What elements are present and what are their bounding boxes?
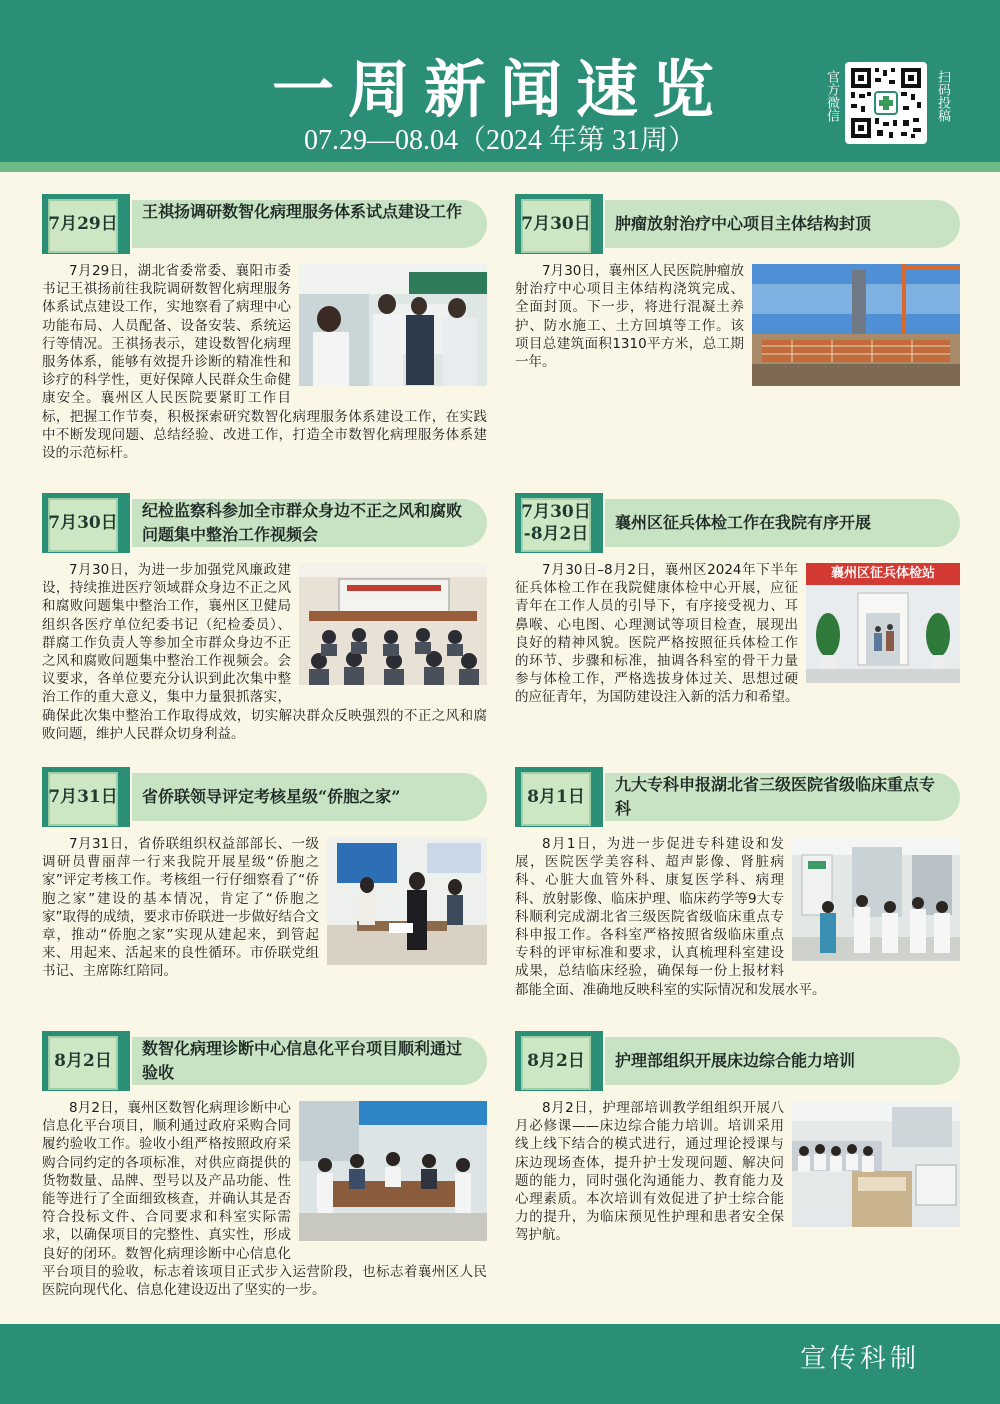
news-body: [42, 262, 487, 462]
date-badge: [515, 194, 603, 254]
news-photo: [806, 563, 960, 683]
news-item: [515, 767, 960, 999]
news-item: [42, 493, 487, 743]
news-date: 8月2日: [527, 1051, 585, 1071]
news-photo: [327, 837, 487, 965]
news-item-header: [42, 493, 487, 553]
date-badge: [42, 767, 130, 827]
news-title: 省侨联领导评定考核星级“侨胞之家”: [142, 787, 401, 806]
news-item-header: [515, 493, 960, 553]
news-body: [515, 1099, 960, 1245]
news-item: [515, 493, 960, 707]
news-item: [515, 1031, 960, 1245]
news-item-header: [515, 767, 960, 827]
qr-code-icon[interactable]: [845, 62, 927, 144]
date-badge: [42, 194, 130, 254]
qr-label-right: 扫码投稿: [935, 70, 950, 122]
news-date: 7月30日: [48, 513, 118, 533]
news-photo: [752, 264, 960, 386]
news-body-text: 8月2日，护理部培训教学组组织开展八月必修课——床边综合能力培训。培训采用线上线下结合的模式进行，通过理论授课与床边现场查体，提升护士发现问题、解决问题的能力，同时强化沟通能力、教育能力及心理素质。本次培训有效促进了护士综合能力的提升，为临床预见性护理和患者安全保驾护航。: [515, 1100, 784, 1244]
news-date: 7月31日: [48, 787, 118, 807]
news-body: [515, 835, 960, 999]
news-item-header: [42, 1031, 487, 1091]
news-photo: [299, 1101, 487, 1241]
news-body: [42, 561, 487, 743]
news-item: [42, 767, 487, 981]
news-title: 襄州区征兵体检工作在我院有序开展: [615, 513, 872, 532]
news-title: 王祺扬调研数智化病理服务体系试点建设工作: [142, 202, 463, 221]
news-item: [515, 194, 960, 390]
news-item-header: [42, 767, 487, 827]
news-body-text: 7月29日，湖北省委常委、襄阳市委书记王祺扬前往我院调研数智化病理服务体系试点建设工作，实地察看了病理中心功能布局、人员配备、设备安装、系统运行等情况。王祺扬表示，建设数智化病理服务体系，能够有效提升诊断的精准性和诊疗的科学性，更好保障人民群众生命健康安全。襄州区人民医院要紧盯工作目标，把握工作节奏，积极探索研究数智化病理服务体系建设工作，在实践中不断发现问题、总结经验、改进工作，打造全市数智化病理服务体系建设的示范标杆。: [42, 263, 487, 462]
photo-banner-text: 襄州区征兵体检站: [830, 566, 935, 581]
news-date: 8月1日: [527, 787, 585, 807]
news-item-header: [42, 194, 487, 254]
page-subtitle: 07.29—08.04（2024 年第 31周）: [303, 125, 696, 156]
date-badge: [515, 1031, 603, 1091]
footer-credit: 宣传科制: [799, 1344, 920, 1374]
news-body: [515, 262, 960, 371]
news-body: [42, 1099, 487, 1299]
date-badge: [515, 493, 603, 553]
header-stripe: [0, 162, 1000, 172]
news-photo: [792, 1101, 960, 1227]
news-item: [42, 1031, 487, 1299]
news-photo: [792, 837, 960, 961]
date-badge: [42, 1031, 130, 1091]
news-item-header: [515, 194, 960, 254]
news-date: 7月30日: [521, 214, 591, 234]
date-badge: [42, 493, 130, 553]
news-date: 8月2日: [54, 1051, 112, 1071]
news-item: [42, 194, 487, 462]
news-body-text: 7月30日，为进一步加强党风廉政建设，持续推进医疗领域群众身边不正之风和腐败问题集中整治工作，襄州区卫健局组织各医疗单位纪委书记（纪检委员）、群腐工作负责人等参加全市群众身边不正之风和腐败问题集中整治工作视频会。会议要求，各单位要充分认识到此次集中整治工作的重大意义，集中力量狠抓落实，确保此次集中整治工作取得成效，切实解决群众反映强烈的不正之风和腐败问题，维护人民群众切身利益。: [42, 562, 487, 742]
news-title: 护理部组织开展床边综合能力培训: [615, 1051, 856, 1070]
news-body-text: 7月30日，襄州区人民医院肿瘤放射治疗中心项目主体结构浇筑完成、全面封顶。下一步，将进行混凝土养护、防水施工、土方回填等工作。该项目总建筑面积1310平方米，总工期一年。: [515, 263, 744, 371]
page-title: 一周新闻速览: [271, 53, 728, 126]
qr-label-left: 官方微信: [824, 70, 839, 122]
news-item-header: [515, 1031, 960, 1091]
news-photo: [299, 563, 487, 685]
news-date: 7月29日: [48, 214, 118, 234]
news-date-line2: -8月2日: [523, 524, 589, 544]
news-body-text: 7月31日，省侨联组织权益部部长、一级调研员曹丽萍一行来我院开展星级“侨胞之家”评定考核工作。考核组一行仔细察看了“侨胞之家”建设的基本情况，肯定了“侨胞之家”取得的成绩，要求市侨联进一步做好结合文章，推动“侨胞之家”实现从建起来，到管起来、用起来、活起来的良性循环。市侨联党组书记、主席陈红陪同。: [42, 836, 319, 980]
date-badge: [515, 767, 603, 827]
news-body: [515, 561, 960, 707]
news-title: 九大专科申报湖北省三级医院省级临床重点专科: [615, 775, 936, 818]
news-body: [42, 835, 487, 981]
news-body-text: 7月30日–8月2日，襄州区2024年下半年征兵体检工作在我院健康体检中心开展，应征青年在工作人员的引导下，有序接受视力、耳鼻喉、心电图、心理测试等项目检查，展现出良好的精神风貌。医院严格按照征兵体检工作的环节、步骤和标准，抽调各科室的骨干力量参与体检工作，严格选拔身体过关、思想过硬的应征青年，为国防建设注入新的活力和希望。: [515, 562, 799, 706]
news-title: 数智化病理诊断中心信息化平台项目顺利通过验收: [142, 1039, 463, 1082]
news-date-line1: 7月30日: [521, 502, 591, 522]
news-title: 纪检监察科参加全市群众身边不正之风和腐败问题集中整治工作视频会: [142, 501, 463, 544]
news-body-text: 8月1日，为进一步促进专科建设和发展，医院医学美容科、超声影像、肾脏病科、心脏大血管外科、康复医学科、病理科、放射影像、临床护理、临床药学等9大专科顺利完成湖北省三级医院省级临床重点专科申报工作。各科室严格按照省级临床重点专科的评审标准和要求，认真梳理科室建设成果，总结临床经验，确保每一份上报材料都能全面、准确地反映科室的实际情况和发展水平。: [515, 836, 826, 998]
news-photo: [299, 264, 487, 386]
news-body-text: 8月2日，襄州区数智化病理诊断中心信息化平台项目，顺利通过政府采购合同履约验收工作。验收小组严格按照政府采购合同约定的各项标准，对供应商提供的货物数量、品牌、型号以及产品功能、性能等进行了全面细致核查，并确认其是否符合投标文件、合同要求和科室实际需求，以确保项目的完整性、真实性，形成良好的闭环。数智化病理诊断中心信息化平台项目的验收，标志着该项目正式步入运营阶段，也标志着襄州区人民医院向现代化、信息化建设迈出了坚实的一步。: [42, 1100, 487, 1299]
news-title: 肿瘤放射治疗中心项目主体结构封顶: [615, 214, 872, 233]
